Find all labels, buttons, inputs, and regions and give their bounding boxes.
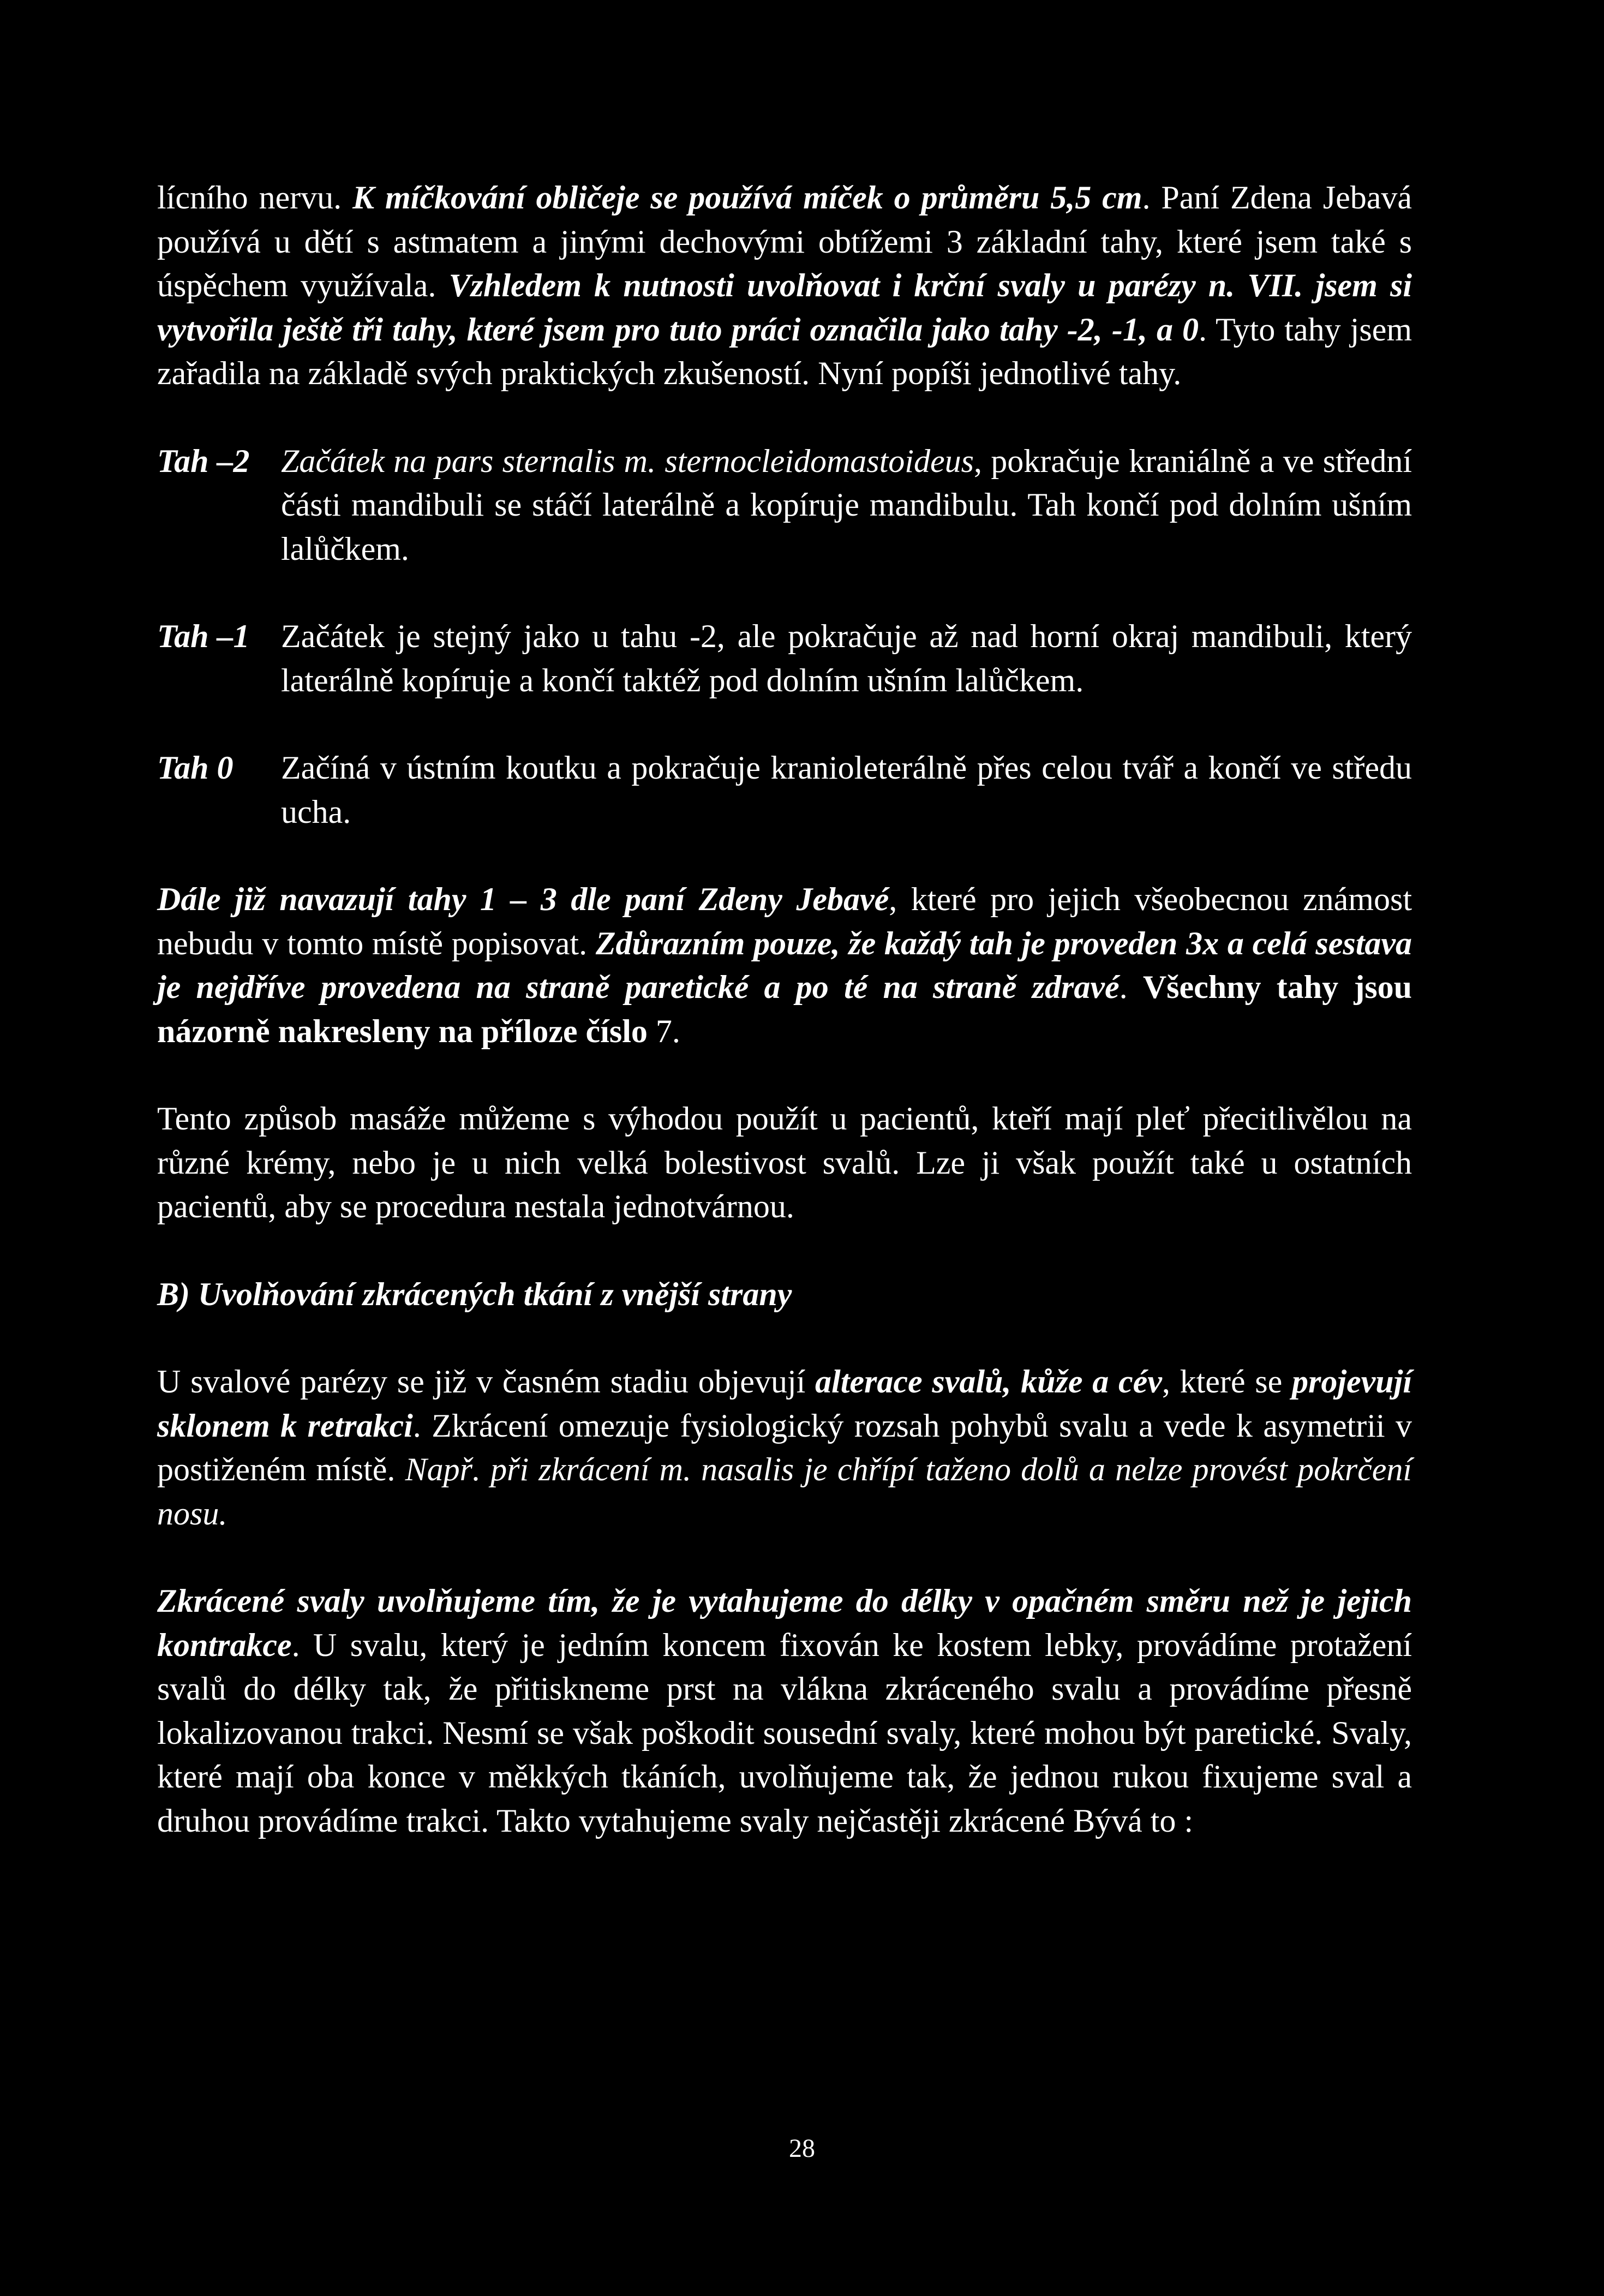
emphasis-span: Začátek na pars sternalis m. sternocleidomastoideus (281, 443, 974, 479)
emphasis-span: Vzhledem k nutnosti uvolňovat i krční svaly u parézy n. VII. jsem si vytvořila ještě tři tahy, které jsem pro tuto práci označila jako tahy -2, -1, a 0 (157, 267, 1412, 348)
tah-description: Začíná v ústním koutku a pokračuje kranioleterálně přes celou tvář a končí ve středu ucha. (281, 750, 1412, 830)
paragraph-pareza (157, 1360, 1412, 1535)
section-heading: B) Uvolňování zkrácených tkání z vnější strany (157, 1276, 792, 1312)
tah-label: Tah –1 (157, 618, 250, 654)
text-span: . (1119, 969, 1143, 1005)
text-span: , pokračuje kraniálně a ve střední části mandibuli se stáčí laterálně a kopíruje mandibulu. Tah končí pod dolním ušním lalůčkem. (281, 443, 1412, 567)
page-number: 28 (789, 2134, 815, 2163)
emphasis-span: alterace svalů, kůže a cév (815, 1364, 1162, 1400)
emphasis-span: Zkrácené svaly uvolňujeme tím, že je vytahujeme do délky v opačném směru než je jejich kontrakce (157, 1583, 1412, 1663)
text-span: 7. (647, 1013, 680, 1049)
tah-description: Začátek je stejný jako u tahu -2, ale pokračuje až nad horní okraj mandibuli, který laterálně kopíruje a končí taktéž pod dolním ušním lalůčkem. (281, 618, 1412, 698)
text-span: . Paní Zdena Jebavá používá u dětí s astmatem a jinými dechovými obtížemi 3 základní tahy, které jsem také s úspěchem využívala. (157, 180, 1412, 303)
text-span: U svalové parézy se již v časném stadiu objevují (157, 1364, 816, 1400)
emphasis-span: Dále již navazují tahy 1 – 3 dle paní Zdeny Jebavé (157, 881, 889, 917)
text-span: . Tyto tahy jsem zařadila na základě svých praktických zkušeností. Nyní popíši jednotlivé tahy. (157, 311, 1412, 391)
paragraph-usage: Tento způsob masáže můžeme s výhodou použít u pacientů, kteří mají pleť přecitlivělou na různé krémy, nebo je u nich velká bolestivost svalů. Lze ji však použít také u ostatních pacientů, aby se procedura nestala jednotvárnou. (157, 1101, 1412, 1224)
paragraph-intro (157, 176, 1412, 396)
emphasis-span: projevují sklonem k retrakci (157, 1364, 1412, 1444)
tah-0-item (157, 746, 1412, 834)
bold-span: Všechny tahy jsou názorně nakresleny na příloze číslo (157, 969, 1413, 1049)
paragraph-tahy-jebava (157, 877, 1412, 1053)
text-span: . U svalu, který je jedním koncem fixován ke kostem lebky, provádíme protažení svalů do délky tak, že přitiskneme prst na vlákna zkráceného svalu a provádíme přesně lokalizovanou trakci. Nesmí se však poškodit sousední svaly, které mohou být paretické. Svaly, které mají oba konce v měkkých tkáních, uvolňujeme tak, že jednou rukou fixujeme sval a druhou provádíme trakci. Takto vytahujeme svaly nejčastěji zkrácené Bývá to : (157, 1627, 1412, 1839)
paragraph-zkracene-svaly (157, 1579, 1412, 1843)
text-span: , které se (1162, 1364, 1292, 1400)
tah-label: Tah 0 (157, 750, 234, 786)
page-content (157, 176, 1412, 1843)
text-span: . Zkrácení omezuje fysiologický rozsah pohybů svalu a vede k asymetrii v postiženém místě. (157, 1407, 1412, 1487)
italic-span: Např. při zkrácení m. nasalis je chřípí taženo dolů a nelze provést pokrčení nosu. (157, 1451, 1412, 1532)
emphasis-span: K míčkování obličeje se používá míček o průměru 5,5 cm (352, 180, 1142, 216)
emphasis-span: Zdůrazním pouze, že každý tah je proveden 3x a celá sestava je nejdříve provedena na straně paretické a po té na straně zdravé (157, 925, 1412, 1005)
text-span: lícního nervu. (157, 180, 353, 216)
tah-description (281, 439, 1412, 571)
tah-label: Tah –2 (157, 443, 250, 479)
tah-minus-2-item (157, 439, 1412, 571)
tah-minus-1-item (157, 614, 1412, 702)
text-span: , které pro jejich všeobecnou známost nebudu v tomto místě popisovat. (157, 881, 1412, 961)
